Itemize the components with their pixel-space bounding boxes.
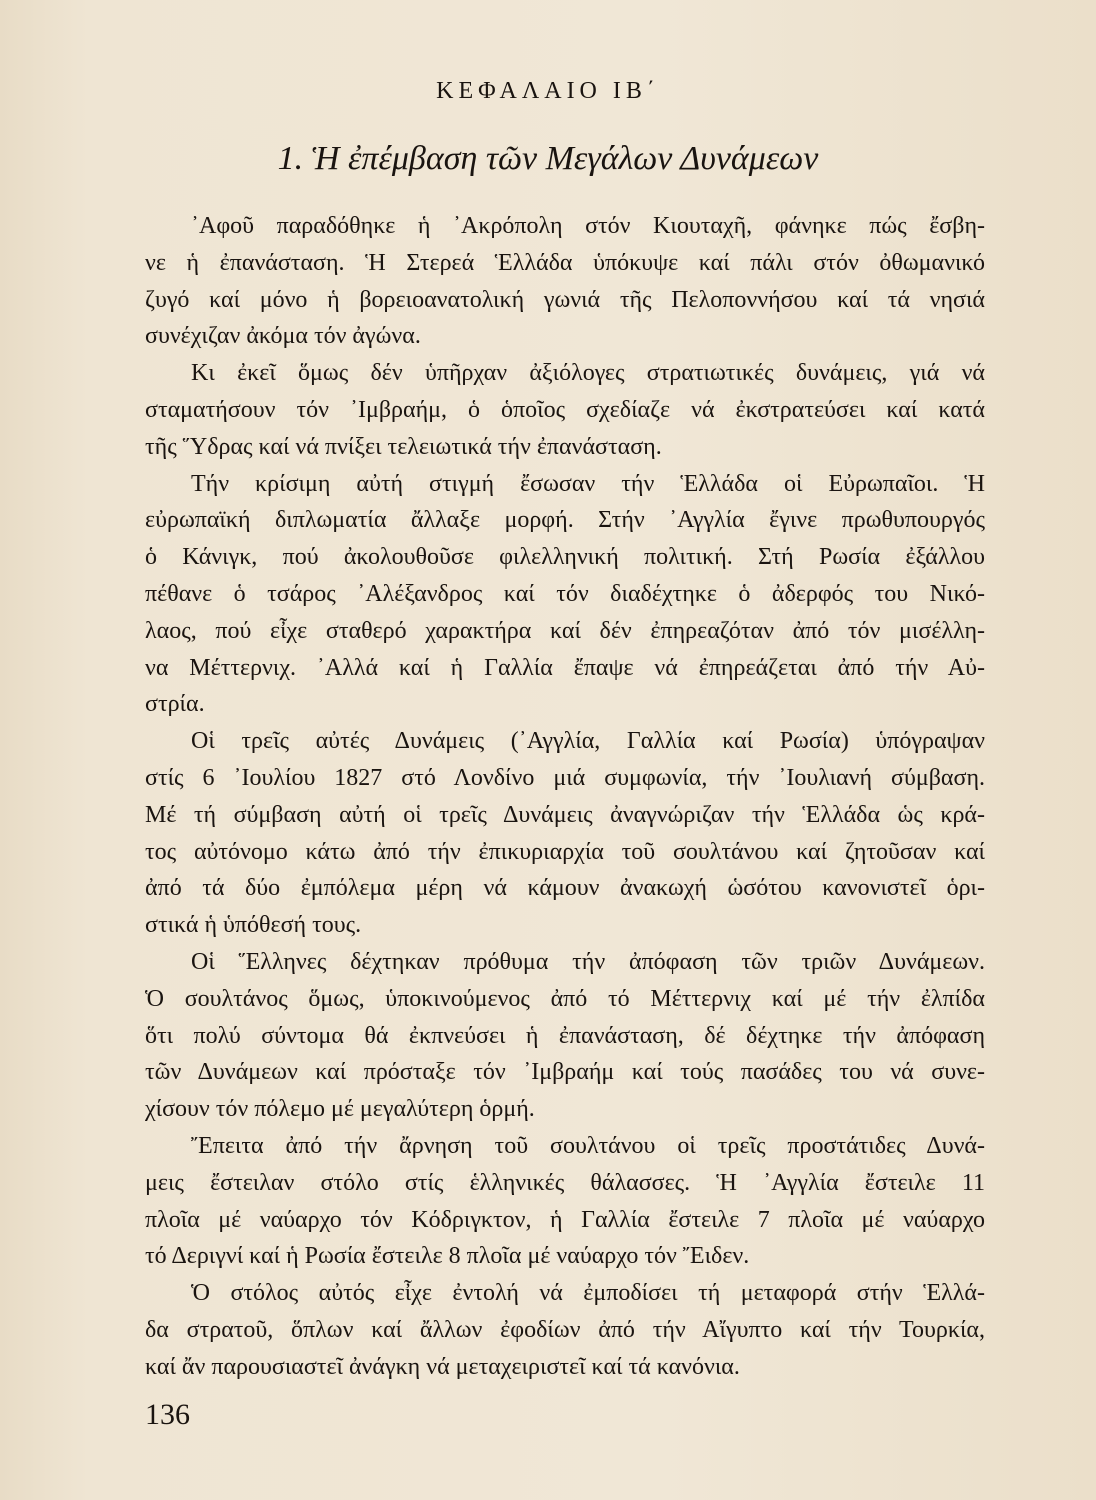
text-line: συνέχιζαν ἀκόμα τόν ἀγώνα. — [145, 323, 421, 350]
text-line: Ὁ σουλτάνος ὅμως, ὑποκινούμενος ἀπό τό Μέττερνιχ καί μέ τήν ἐλπίδα — [145, 985, 985, 1012]
text-line: σταματήσουν τόν ᾿Ιμβραήμ, ὁ ὁποῖος σχεδίαζε νά ἐκστρατεύσει καί κατά — [145, 396, 985, 423]
text-line: στικά ἡ ὑπόθεσή τους. — [145, 912, 362, 939]
text-line: πλοῖα μέ ναύαρχο τόν Κόδριγκτον, ἡ Γαλλία ἔστειλε 7 πλοῖα μέ ναύαρχο — [145, 1206, 985, 1233]
text-line: ἀπό τά δύο ἐμπόλεμα μέρη νά κάμουν ἀνακωχή ὡσότου κανονιστεῖ ὁρι- — [145, 875, 985, 902]
text-line: πέθανε ὁ τσάρος ᾿Αλέξανδρος καί τόν διαδέχτηκε ὁ ἀδερφός του Νικό- — [145, 580, 985, 607]
text-line: χίσουν τόν πόλεμο μέ μεγαλύτερη ὁρμή. — [145, 1096, 535, 1123]
section-title: 1. Ἡ ἐπέμβαση τῶν Μεγάλων Δυνάμεων — [277, 140, 819, 177]
text-line: Ἔπειτα ἀπό τήν ἄρνηση τοῦ σουλτάνου οἱ τρεῖς προστάτιδες Δυνά- — [191, 1132, 985, 1159]
text-line: λαος, πού εἶχε σταθερό χαρακτήρα καί δέν ἐπηρεαζόταν ἀπό τόν μισέλλη- — [145, 617, 985, 644]
text-line: να Μέττερνιχ. ᾿Αλλά καί ἡ Γαλλία ἔπαψε νά ἐπηρεάζεται ἀπό τήν Αὐ- — [145, 654, 985, 681]
text-line: Οἱ τρεῖς αὐτές Δυνάμεις (᾿Αγγλία, Γαλλία καί Ρωσία) ὑπόγραψαν — [191, 728, 985, 755]
text-line: Ὁ στόλος αὐτός εἶχε ἐντολή νά ἐμποδίσει τή μεταφορά στήν Ἑλλά- — [191, 1280, 985, 1307]
body-text — [145, 208, 985, 1386]
text-line: ὅτι πολύ σύντομα θά ἐκπνεύσει ἡ ἐπανάσταση, δέ δέχτηκε τήν ἀπόφαση — [145, 1022, 985, 1049]
text-line: Οἱ Ἕλληνες δέχτηκαν πρόθυμα τήν ἀπόφαση τῶν τριῶν Δυνάμεων. — [191, 948, 985, 975]
text-line: Μέ τή σύμβαση αὐτή οἱ τρεῖς Δυνάμεις ἀναγνώριζαν τήν Ἑλλάδα ὡς κρά- — [145, 801, 985, 828]
text-line: μεις ἔστειλαν στόλο στίς ἑλληνικές θάλασσες. Ἡ ᾿Αγγλία ἔστειλε 11 — [145, 1169, 985, 1196]
text-line: στίς 6 ᾿Ιουλίου 1827 στό Λονδίνο μιά συμφωνία, τήν ᾿Ιουλιανή σύμβαση. — [145, 764, 985, 791]
text-line: τῆς Ὕδρας καί νά πνίξει τελειωτικά τήν ἐπανάσταση. — [145, 433, 662, 460]
text-line: ᾿Αφοῦ παραδόθηκε ἡ ᾿Ακρόπολη στόν Κιουταχῆ, φάνηκε πώς ἔσβη- — [191, 213, 985, 239]
text-line: ὁ Κάνιγκ, πού ἀκολουθοῦσε φιλελληνική πολιτική. Στή Ρωσία ἐξάλλου — [145, 544, 985, 571]
text-line: τό Δεριγνί καί ἡ Ρωσία ἔστειλε 8 πλοῖα μέ ναύαρχο τόν Ἔιδεν. — [145, 1243, 750, 1270]
text-line: Κι ἐκεῖ ὅμως δέν ὑπῆρχαν ἀξιόλογες στρατιωτικές δυνάμεις, γιά νά — [191, 360, 985, 387]
text-line: καί ἄν παρουσιαστεῖ ἀνάγκη νά μεταχειριστεῖ καί τά κανόνια. — [145, 1353, 740, 1380]
text-line: δα στρατοῦ, ὅπλων καί ἄλλων ἐφοδίων ἀπό τήν Αἴγυπτο καί τήν Τουρκία, — [145, 1316, 985, 1343]
text-line: Τήν κρίσιμη αὐτή στιγμή ἔσωσαν τήν Ἑλλάδα οἱ Εὐρωπαῖοι. Ἡ — [191, 470, 985, 497]
chapter-heading: ΚΕΦΑΛΑΙΟ ΙΒ΄ — [436, 78, 660, 104]
text-line: στρία. — [145, 691, 205, 718]
page-number: 136 — [145, 1398, 190, 1431]
text-line: τος αὐτόνομο κάτω ἀπό τήν ἐπικυριαρχία τοῦ σουλτάνου καί ζητοῦσαν καί — [145, 838, 985, 865]
text-line: τῶν Δυνάμεων καί πρόσταξε τόν ᾿Ιμβραήμ καί τούς πασάδες του νά συνε- — [145, 1059, 985, 1086]
text-line: νε ἡ ἐπανάσταση. Ἡ Στερεά Ἑλλάδα ὑπόκυψε καί πάλι στόν ὀθωμανικό — [145, 249, 985, 276]
text-line: ζυγό καί μόνο ἡ βορειοανατολική γωνιά τῆς Πελοποννήσου καί τά νησιά — [145, 286, 985, 313]
text-line: εὐρωπαϊκή διπλωματία ἄλλαξε μορφή. Στήν ᾿Αγγλία ἔγινε πρωθυπουργός — [145, 507, 985, 534]
